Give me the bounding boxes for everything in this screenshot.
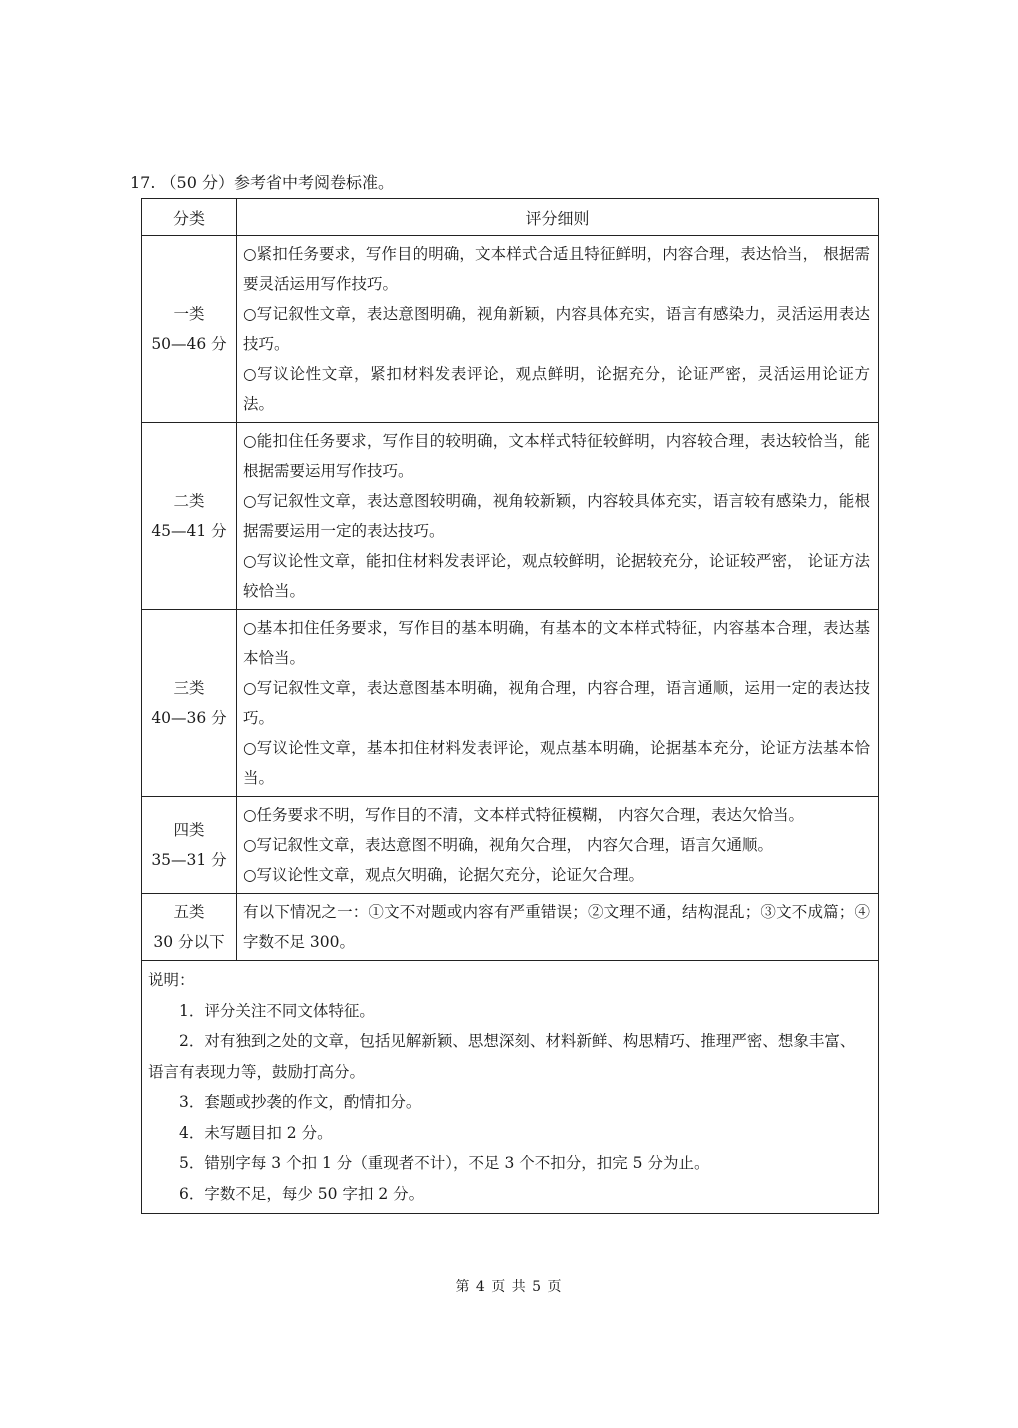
criteria-cell bbox=[237, 423, 879, 610]
notes-row bbox=[142, 961, 879, 1214]
criterion: ○写议论性文章，基本扣住材料发表评论，观点基本明确，论据基本充分，论证方法基本恰当。 bbox=[243, 739, 870, 787]
header-category: 分类 bbox=[142, 199, 237, 236]
category-name: 二类 bbox=[173, 492, 205, 510]
header-criteria: 评分细则 bbox=[237, 199, 879, 236]
category-name: 一类 bbox=[173, 305, 205, 323]
scoring-rubric-table bbox=[141, 198, 879, 1214]
notes-cell bbox=[142, 961, 879, 1214]
criterion: ○写议论性文章，观点欠明确，论据欠充分，论证欠合理。 bbox=[243, 866, 645, 884]
criterion: ○任务要求不明，写作目的不清，文本样式特征模糊， 内容欠合理，表达欠恰当。 bbox=[243, 806, 804, 824]
criterion: ○写记叙性文章，表达意图基本明确，视角合理，内容合理，语言通顺，运用一定的表达技巧。 bbox=[243, 679, 870, 727]
page-number: 第 4 页 共 5 页 bbox=[455, 1279, 563, 1295]
criterion: ○基本扣住任务要求，写作目的基本明确，有基本的文本样式特征，内容基本合理，表达基本恰当。 bbox=[243, 619, 870, 667]
criterion: ○写记叙性文章，表达意图不明确，视角欠合理， 内容欠合理，语言欠通顺。 bbox=[243, 836, 773, 854]
criteria-cell bbox=[237, 610, 879, 797]
note-item: 1．评分关注不同文体特征。 bbox=[179, 1001, 375, 1020]
criterion: ○能扣住任务要求，写作目的较明确，文本样式特征较鲜明，内容较合理，表达较恰当，能根据需要运用写作技巧。 bbox=[243, 432, 870, 480]
category-name: 三类 bbox=[173, 679, 205, 697]
table-header-row bbox=[142, 199, 879, 236]
score-range: 30 分以下 bbox=[153, 933, 225, 951]
note-item: 6．字数不足，每少 50 字扣 2 分。 bbox=[179, 1184, 425, 1203]
criterion: 有以下情况之一：①文不对题或内容有严重错误；②文理不通，结构混乱；③文不成篇；④字数不足 300。 bbox=[243, 903, 870, 951]
category-cell bbox=[142, 797, 237, 894]
question-title: 17. （50 分）参考省中考阅卷标准。 bbox=[130, 173, 394, 192]
category-name: 四类 bbox=[173, 821, 205, 839]
score-range: 35—31 分 bbox=[151, 851, 227, 869]
note-item: 5．错别字每 3 个扣 1 分（重现者不计），不足 3 个不扣分，扣完 5 分为止。 bbox=[179, 1154, 710, 1172]
note-item: 2．对有独到之处的文章，包括见解新颖、思想深刻、材料新鲜、构思精巧、推理严密、想象丰富、语言有表现力等，鼓励打高分。 bbox=[148, 1032, 856, 1081]
notes-heading: 说明： bbox=[148, 971, 195, 989]
criterion: ○紧扣任务要求，写作目的明确，文本样式合适且特征鲜明，内容合理，表达恰当， 根据需要灵活运用写作技巧。 bbox=[243, 245, 870, 293]
table-row bbox=[142, 797, 879, 894]
criteria-cell bbox=[237, 236, 879, 423]
note-item: 4．未写题目扣 2 分。 bbox=[179, 1123, 333, 1142]
criteria-cell bbox=[237, 797, 879, 894]
category-cell bbox=[142, 610, 237, 797]
criterion: ○写记叙性文章，表达意图明确，视角新颖，内容具体充实，语言有感染力，灵活运用表达技巧。 bbox=[243, 305, 870, 353]
table-row bbox=[142, 236, 879, 423]
score-range: 40—36 分 bbox=[151, 709, 227, 727]
table-row bbox=[142, 894, 879, 961]
category-cell bbox=[142, 423, 237, 610]
table-row bbox=[142, 610, 879, 797]
score-range: 50—46 分 bbox=[151, 335, 227, 353]
criteria-cell bbox=[237, 894, 879, 961]
category-cell bbox=[142, 894, 237, 961]
score-range: 45—41 分 bbox=[151, 522, 227, 540]
criterion: ○写记叙性文章，表达意图较明确，视角较新颖，内容较具体充实，语言较有感染力，能根据需要运用一定的表达技巧。 bbox=[243, 492, 870, 540]
criterion: ○写议论性文章，能扣住材料发表评论，观点较鲜明，论据较充分，论证较严密， 论证方法较恰当。 bbox=[243, 552, 870, 600]
note-item: 3．套题或抄袭的作文，酌情扣分。 bbox=[179, 1093, 422, 1111]
category-name: 五类 bbox=[173, 903, 205, 921]
category-cell bbox=[142, 236, 237, 423]
criterion: ○写议论性文章，紧扣材料发表评论，观点鲜明，论据充分，论证严密，灵活运用论证方法。 bbox=[243, 365, 870, 413]
table-row bbox=[142, 423, 879, 610]
